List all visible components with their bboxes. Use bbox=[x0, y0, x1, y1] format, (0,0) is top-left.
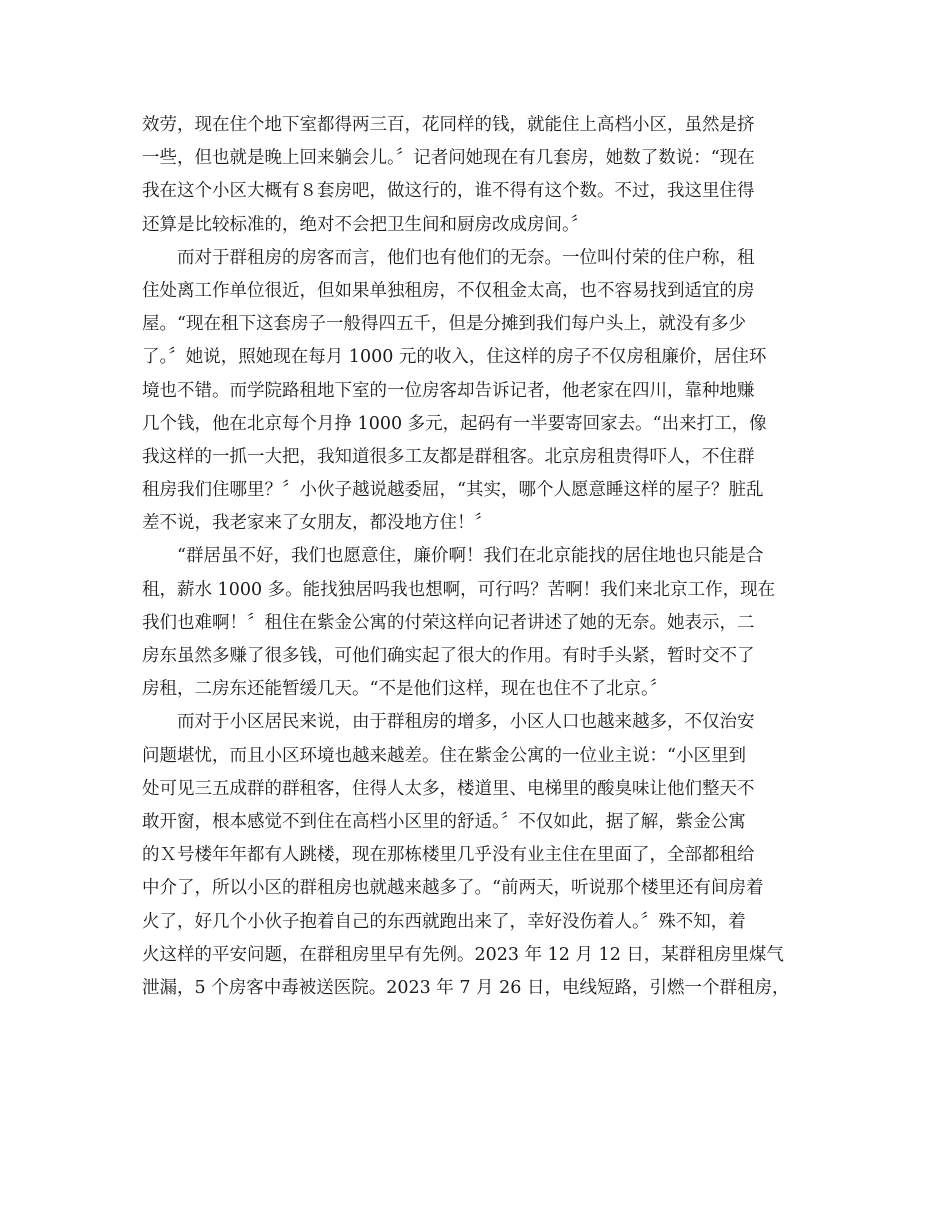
text-line: 泄漏，5 个房客中毒被送医院。2023 年 7 月 26 日，电线短路，引燃一个群租房， bbox=[142, 977, 790, 998]
document-body bbox=[142, 109, 812, 1005]
text-line: 而对于小区居民来说，由于群租房的增多，小区人口也越来越多，不仅治安 bbox=[177, 712, 755, 733]
text-line: 差不说，我老家来了女朋友，都没地方住！〞 bbox=[142, 513, 492, 534]
text-line: 屋。“现在租下这套房子一般得四五千，但是分摊到我们每户头上，就没有多少 bbox=[142, 314, 746, 335]
paragraph-1 bbox=[142, 109, 812, 242]
text-line: 问题堪忧，而且小区环境也越来越差。住在紫金公寓的一位业主说：“小区里到 bbox=[142, 745, 746, 766]
text-line: 而对于群租房的房客而言，他们也有他们的无奈。一位叫付荣的住户称，租 bbox=[177, 247, 755, 268]
text-line: 住处离工作单位很近，但如果单独租房，不仅租金太高，也不容易找到适宜的房 bbox=[142, 280, 755, 301]
text-line: 租房我们住哪里？〞小伙子越说越委屈，“其实，哪个人愿意睡这样的屋子？脏乱 bbox=[142, 480, 764, 501]
text-line: 火这样的平安问题，在群租房里早有先例。2023 年 12 月 12 日，某群租房里煤气 bbox=[142, 944, 784, 965]
text-line: 境也不错。而学院路租地下室的一位房客却告诉记者，他老家在四川，靠种地赚 bbox=[142, 380, 755, 401]
text-line: 房东虽然多赚了很多钱，可他们确实起了很大的作用。有时手头紧，暂时交不了 bbox=[142, 646, 755, 666]
paragraph-4 bbox=[142, 706, 812, 1005]
text-line: 火了，好几个小伙子抱着自己的东西就跑出来了，幸好没伤着人。〞殊不知，着 bbox=[142, 911, 746, 932]
text-line: “群居虽不好，我们也愿意住，廉价啊！我们在北京能找的居住地也只能是合 bbox=[177, 546, 764, 567]
text-line: 一些，但也就是晚上回来躺会儿。〞记者问她现在有几套房，她数了数说：“现在 bbox=[142, 148, 755, 169]
text-line: 租，薪水 1000 多。能找独居吗我也想啊，可行吗？苦啊！我们来北京工作，现在 bbox=[142, 579, 776, 600]
paragraph-3 bbox=[142, 540, 812, 706]
text-line: 我这样的一抓一大把，我知道很多工友都是群租客。北京房租贵得吓人，不住群 bbox=[142, 446, 755, 467]
text-line: 几个钱，他在北京每个月挣 1000 多元，起码有一半要寄回家去。“出来打工，像 bbox=[142, 413, 767, 434]
text-line: 了。〞她说，照她现在每月 1000 元的收入，住这样的房子不仅房租廉价，居住环 bbox=[142, 347, 767, 368]
text-line: 我在这个小区大概有８套房吧，做这行的，谁不得有这个数。不过，我这里住得 bbox=[142, 181, 755, 202]
text-line: 房租，二房东还能暂缓几天。“不是他们这样，现在也住不了北京。〞 bbox=[142, 679, 668, 700]
text-line: 中介了，所以小区的群租房也就越来越多了。“前两天，听说那个楼里还有间房着 bbox=[142, 878, 764, 899]
text-line: 我们也难啊！〞租住在紫金公寓的付荣这样向记者讲述了她的无奈。她表示，二 bbox=[142, 612, 755, 633]
text-line: 还算是比较标准的，绝对不会把卫生间和厨房改成房间。〞 bbox=[142, 214, 589, 235]
text-line: 处可见三五成群的群租客，住得人太多，楼道里、电梯里的酸臭味让他们整天不 bbox=[142, 778, 755, 799]
text-line: 效劳，现在住个地下室都得两三百，花同样的钱，就能住上高档小区，虽然是挤 bbox=[142, 115, 755, 135]
paragraph-2 bbox=[142, 242, 812, 541]
text-line: 敢开窗，根本感觉不到住在高档小区里的舒适。〞不仅如此，据了解，紫金公寓 bbox=[142, 811, 746, 832]
text-line: 的Ｘ号楼年年都有人跳楼，现在那栋楼里几乎没有业主住在里面了，全部都租给 bbox=[142, 845, 755, 866]
